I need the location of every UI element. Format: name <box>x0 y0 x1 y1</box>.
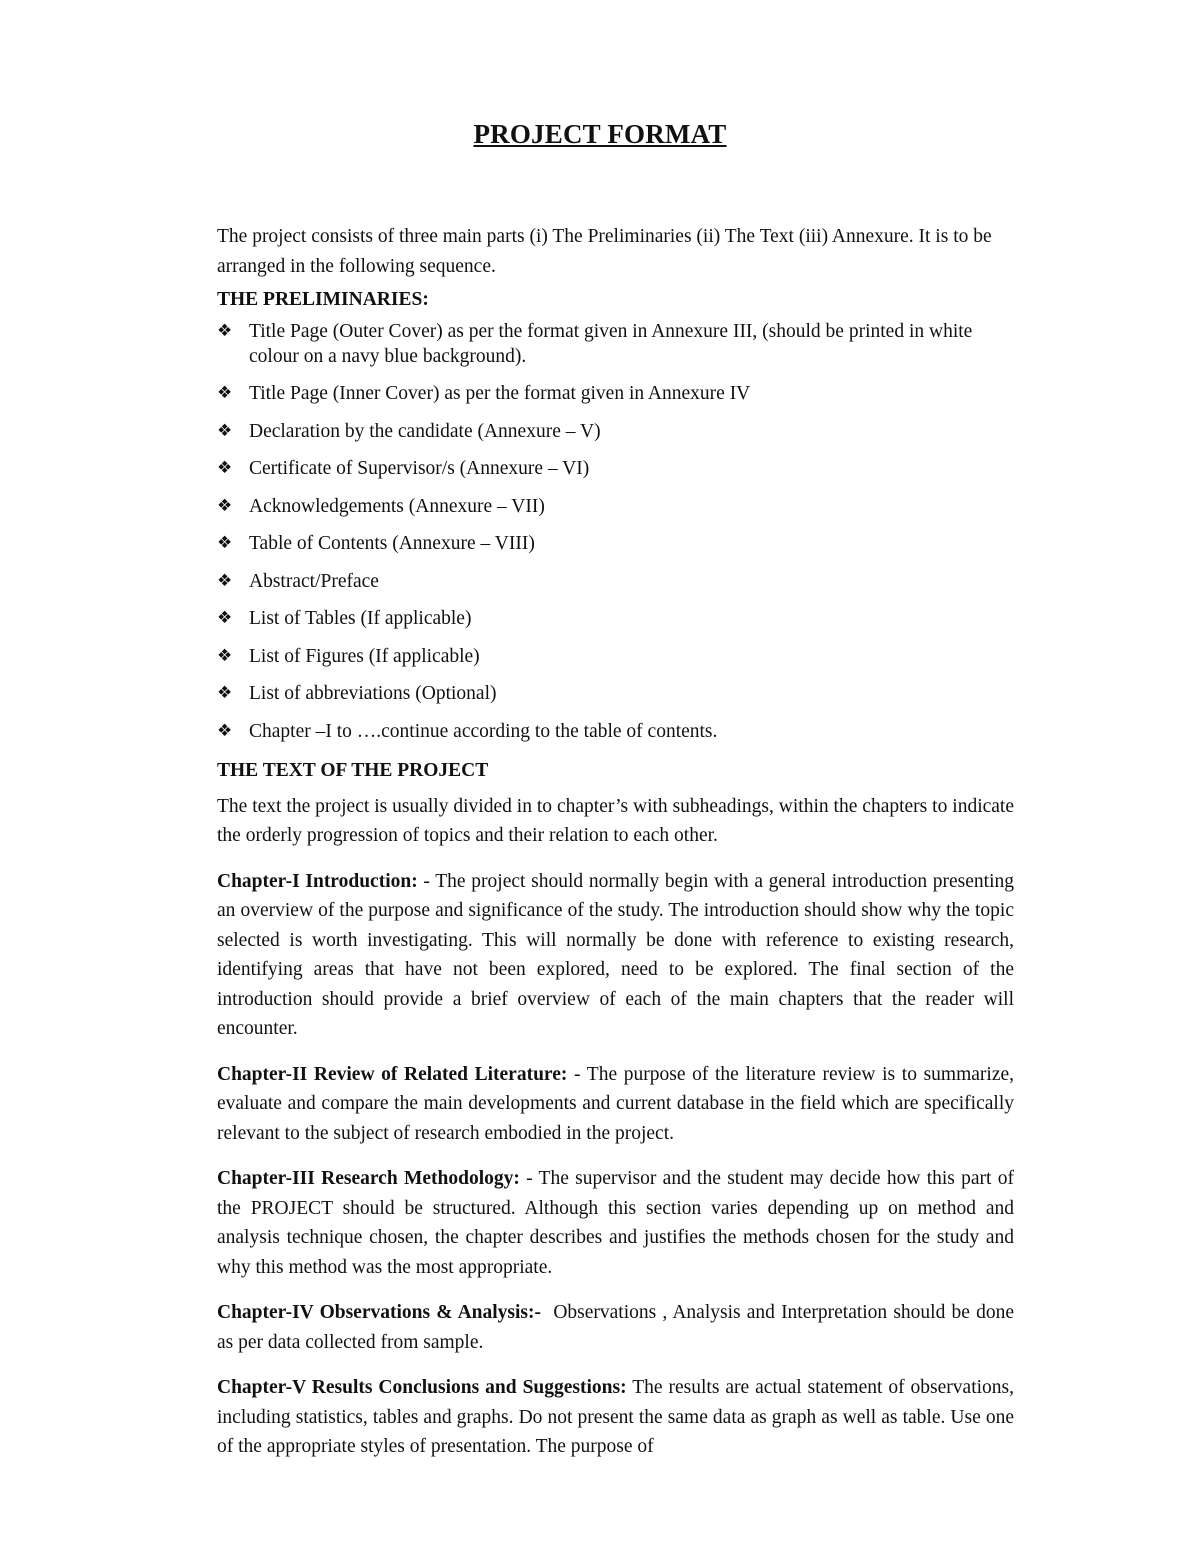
diamond-star-bullet-icon: ❖ <box>217 645 233 666</box>
chapter-body: - The purpose of the literature review is to summarize, evaluate and compare the main developments and current database in the field which are specifically relevant to the subject of research embodied in the project. <box>217 1063 1015 1144</box>
list-item <box>217 644 1014 669</box>
list-item-text: Table of Contents (Annexure – VIII) <box>249 533 535 554</box>
list-item-text: Declaration by the candidate (Annexure – V) <box>249 420 601 442</box>
list-item-text: Title Page (Outer Cover) as per the format given in Annexure III, (should be printed in white colour on a navy blue background). <box>249 320 973 367</box>
list-item <box>217 381 1014 406</box>
preliminaries-heading: THE PRELIMINARIES: <box>217 289 429 310</box>
preliminaries-list <box>217 319 1014 744</box>
list-item <box>217 681 1014 706</box>
diamond-star-bullet-icon: ❖ <box>217 570 233 591</box>
chapter-label: Chapter-III Research Methodology: <box>217 1168 520 1189</box>
diamond-star-bullet-icon: ❖ <box>217 320 233 341</box>
diamond-star-bullet-icon: ❖ <box>217 458 233 478</box>
list-item <box>217 569 1014 594</box>
chapter-body: The results are actual statement of observations, including statistics, tables and graphs. Do not present the same data as graph as well as table. Use one of the appropriate styles of presentation. The purpose of <box>217 1377 1015 1457</box>
text-section-description: The text the project is usually divided in to chapter’s with subheadings, within the chapters to indicate the orderly progression of topics and their relation to each other. <box>217 795 1014 846</box>
list-item-text: List of Tables (If applicable) <box>249 608 472 629</box>
list-item-text: Abstract/Preface <box>249 570 379 592</box>
diamond-star-bullet-icon: ❖ <box>217 608 233 628</box>
chapter-body: - The supervisor and the student may decide how this part of the PROJECT should be structured. Although this section varies depending up on method and analysis technique chosen, the chapter describes and justifies the methods chosen for the study and why this method was the most appropriate. <box>217 1168 1014 1278</box>
chapter-paragraph <box>217 1164 1014 1282</box>
diamond-star-bullet-icon: ❖ <box>217 495 233 516</box>
list-item <box>217 456 1014 481</box>
diamond-star-bullet-icon: ❖ <box>217 533 233 553</box>
list-item-text: List of abbreviations (Optional) <box>249 683 497 704</box>
chapter-label: Chapter-V Results Conclusions and Suggestions: <box>217 1377 627 1398</box>
list-item <box>217 531 1014 556</box>
chapter-paragraph <box>217 1060 1014 1149</box>
chapter-label: Chapter-I Introduction: <box>217 870 418 892</box>
list-item-text: List of Figures (If applicable) <box>249 645 480 667</box>
diamond-star-bullet-icon: ❖ <box>217 383 233 403</box>
list-item <box>217 719 1014 744</box>
diamond-star-bullet-icon: ❖ <box>217 420 233 441</box>
chapter-label: Chapter-II Review of Related Literature: <box>217 1063 568 1085</box>
chapter-body: Observations , Analysis and Interpretation should be done as per data collected from sample. <box>217 1302 1019 1353</box>
diamond-star-bullet-icon: ❖ <box>217 683 233 703</box>
document-body <box>217 222 1019 1478</box>
list-item <box>217 606 1014 631</box>
list-item-text: Chapter –I to ….continue according to the table of contents. <box>249 720 718 742</box>
text-section-heading: THE TEXT OF THE PROJECT <box>217 760 489 781</box>
list-item <box>217 319 1014 369</box>
list-item-text: Certificate of Supervisor/s (Annexure – VI) <box>249 458 590 479</box>
chapter-paragraph <box>217 867 1014 1044</box>
page-title: PROJECT FORMAT <box>473 119 727 149</box>
list-item <box>217 494 1014 519</box>
chapter-paragraph <box>217 1298 1019 1357</box>
list-item-text: Title Page (Inner Cover) as per the format given in Annexure IV <box>249 383 751 404</box>
chapter-label: Chapter-IV Observations & Analysis:- <box>217 1302 541 1323</box>
chapter-paragraph <box>217 1373 1014 1462</box>
diamond-star-bullet-icon: ❖ <box>217 720 233 741</box>
intro-paragraph: The project consists of three main parts (i) The Preliminaries (ii) The Text (iii) Annexure. It is to be arranged in the following sequence. <box>217 226 992 277</box>
list-item-text: Acknowledgements (Annexure – VII) <box>249 495 545 517</box>
chapter-body: - The project should normally begin with a general introduction presenting an overview of the purpose and significance of the study. The introduction should show why the topic selected is worth investigating. This will normally be done with reference to existing research, identifying areas that have not been explored, need to be explored. The final section of the introduction should provide a brief overview of each of the main chapters that the reader will encounter. <box>217 870 1014 1039</box>
list-item <box>217 419 1014 444</box>
